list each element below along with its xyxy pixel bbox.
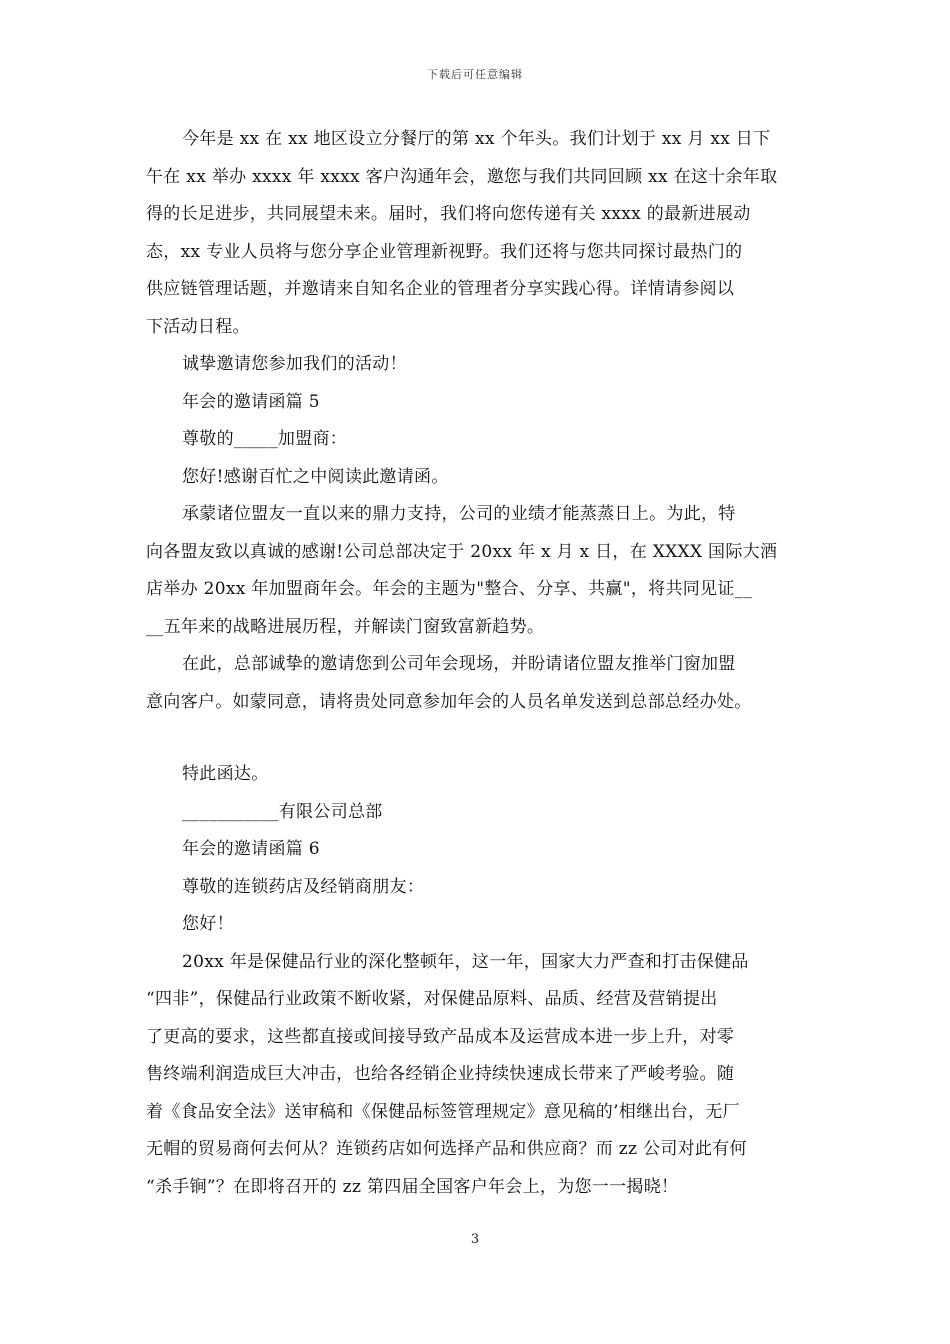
document-body xyxy=(146,121,811,1206)
closing-line: 特此函达。 xyxy=(182,764,269,784)
section-title-5: 年会的邀请函篇 5 xyxy=(182,391,320,412)
invitation-line: 诚挚邀请您参加我们的活动！ xyxy=(182,354,407,374)
salutation-pharmacy: 尊敬的连锁药店及经销商朋友： xyxy=(182,876,425,897)
signature-line: ___________有限公司总部 xyxy=(182,801,383,822)
text-line: “杀手锏”？在即将召开的 zz 第四届全国客户年会上，为您一一揭晓！ xyxy=(146,1176,679,1197)
greeting-line-2: 您好！ xyxy=(182,914,234,934)
salutation-franchisee: 尊敬的_____加盟商： xyxy=(182,429,348,449)
text-line: 供应链管理话题，并邀请来自知名企业的管理者分享实践心得。详情请参阅以 xyxy=(146,279,735,299)
text-line: 着《食品安全法》送审稿和《保健品标签管理规定》意见稿的’相继出台，无厂 xyxy=(146,1101,740,1122)
text-line: 午在 xx 举办 xxxx 年 xxxx 客户沟通年会，邀您与我们共同回顾 xx 在这十余年取 xyxy=(146,166,778,187)
text-line: __五年来的战略进展历程，并解读门窗致富新趋势。 xyxy=(146,616,545,637)
text-line: 态，xx 专业人员将与您分享企业管理新视野。我们还将与您共同探讨最热门的 xyxy=(146,241,743,262)
paragraph-hq-invitation xyxy=(146,646,811,721)
text-line: 得的长足进步，共同展望未来。届时，我们将向您传递有关 xxxx 的最新进展动 xyxy=(146,204,751,224)
paragraph-event-intro xyxy=(146,121,811,346)
page-number: 3 xyxy=(470,1232,480,1247)
page-header: 下载后可任意编辑 xyxy=(427,68,523,81)
text-line: 售终端利润造成巨大冲击，也给各经销企业持续快速成长带来了严峻考验。随 xyxy=(146,1064,735,1084)
text-line: “四非”，保健品行业政策不断收紧，对保健品原料、品质、经营及营销提出 xyxy=(146,989,718,1009)
text-line: 意向客户。如蒙同意，请将贵处同意参加年会的人员名单发送到总部总经办处。 xyxy=(146,691,752,712)
text-line: 了更高的要求，这些都直接或间接导致产品成本及运营成本进一步上升，对零 xyxy=(146,1026,735,1047)
greeting-line: 您好!感谢百忙之中阅读此邀请函。 xyxy=(182,466,449,487)
text-line: 20xx 年是保健品行业的深化整顿年，这一年，国家大力严查和打击保健品 xyxy=(182,951,749,972)
text-line: 向各盟友致以真诚的感谢!公司总部决定于 20xx 年 x 月 x 日，在 XXXX 国际大酒 xyxy=(146,541,778,562)
text-line: 在此，总部诚挚的邀请您到公司年会现场，并盼请诸位盟友推举门窗加盟 xyxy=(182,654,736,674)
section-title-6: 年会的邀请函篇 6 xyxy=(182,839,320,859)
text-line: 承蒙诸位盟友一直以来的鼎力支持，公司的业绩才能蒸蒸日上。为此，特 xyxy=(182,504,736,524)
text-line: 无帽的贸易商何去何从？连锁药店如何选择产品和供应商？而 zz 公司对此有何 xyxy=(146,1139,747,1159)
paragraph-annual-meeting xyxy=(146,496,811,646)
text-line: 店举办 20xx 年加盟商年会。年会的主题为"整合、分享、共赢"，将共同见证__ xyxy=(146,579,753,599)
text-line: 下活动日程。 xyxy=(146,316,250,337)
text-line: 今年是 xx 在 xx 地区设立分餐厅的第 xx 个年头。我们计划于 xx 月 xx 日下 xyxy=(182,129,771,149)
paragraph-health-industry xyxy=(146,944,811,1207)
